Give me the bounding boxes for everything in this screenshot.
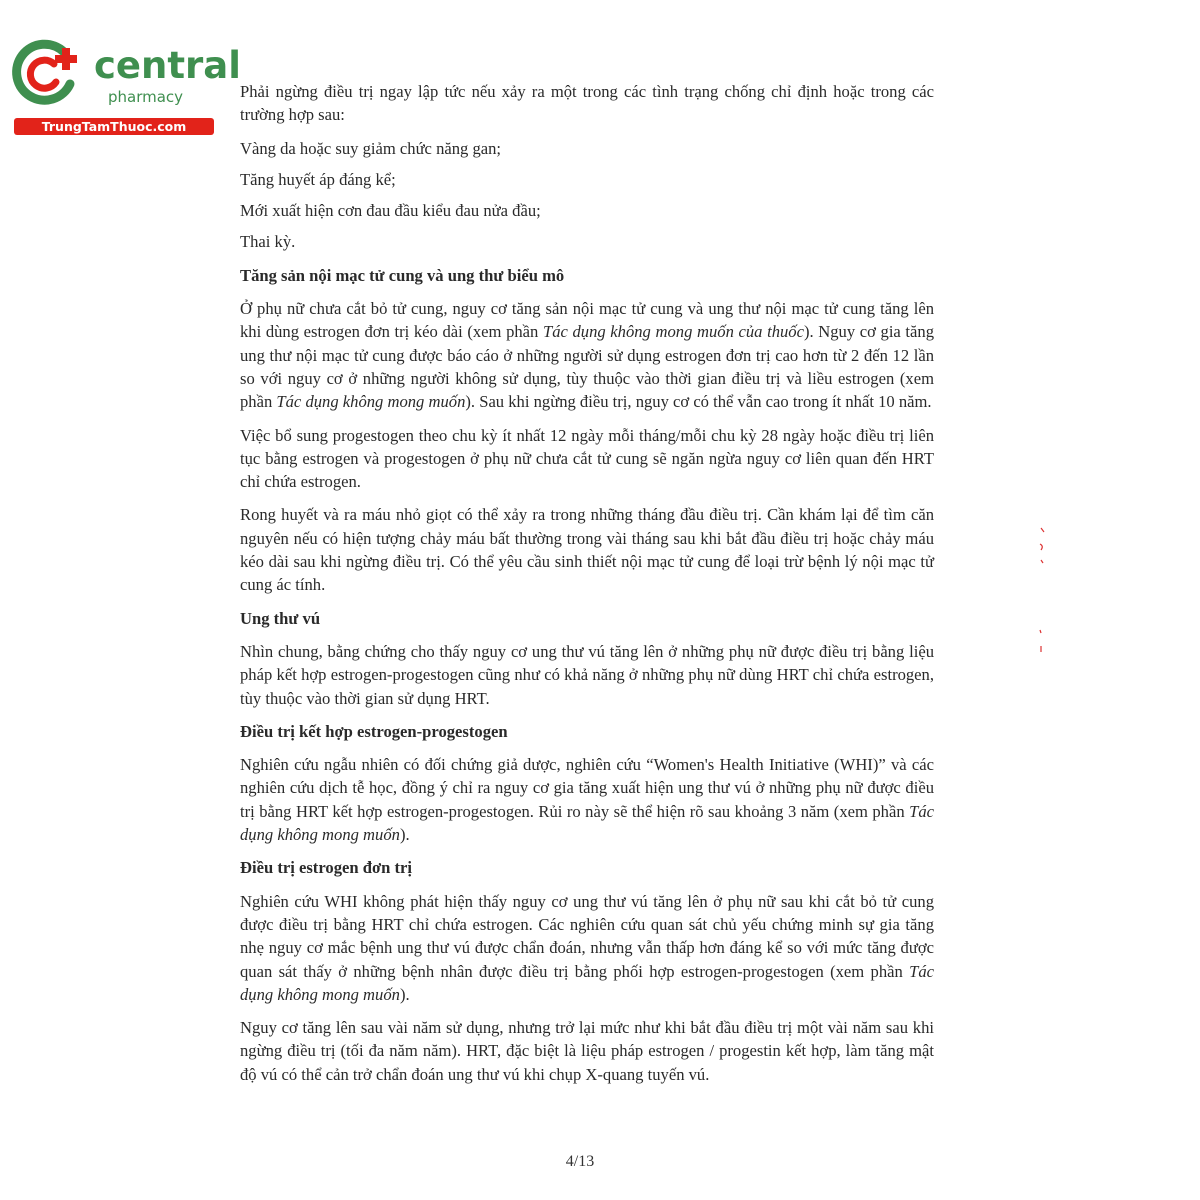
paragraph-combined-therapy: Nghiên cứu ngẫu nhiên có đối chứng giả dược, nghiên cứu “Women's Health Initiative (WHI)” và các nghiên cứu dịch tễ học, đồng ý chỉ ra nguy cơ gia tăng xuất hiện ung thư vú ở những phụ nữ được điều trị bằng HRT kết hợp estrogen-progestogen. Rủi ro này sẽ thể hiện rõ sau khoảng 3 năm (xem phần Tác dụng không mong muốn). <box>240 755 934 845</box>
list-item-pregnancy: Thai kỳ. <box>240 232 296 252</box>
paragraph-breast-overview: Nhìn chung, bằng chứng cho thấy nguy cơ ung thư vú tăng lên ở những phụ nữ được điều trị bằng liệu pháp kết hợp estrogen-progestogen cũng như có khả năng ở những phụ nữ dùng HRT chỉ chứa estrogen, tùy thuộc vào thời gian sử dụng HRT. <box>240 641 934 708</box>
paragraph-discontinue: Phải ngừng điều trị ngay lập tức nếu xảy ra một trong các tình trạng chống chỉ định hoặc trong các trường hợp sau: <box>240 82 934 125</box>
document-body <box>240 80 934 1096</box>
red-margin-marks <box>1035 520 1055 660</box>
heading-combined-therapy: Điều trị kết hợp estrogen-progestogen <box>240 721 508 741</box>
brand-logo[interactable] <box>10 38 241 138</box>
heading-breast-cancer: Ung thư vú <box>240 608 321 628</box>
heading-estrogen-only: Điều trị estrogen đơn trị <box>240 858 413 878</box>
brand-subtitle: pharmacy <box>108 88 184 106</box>
paragraph-progestogen: Việc bổ sung progestogen theo chu kỳ ít nhất 12 ngày mỗi tháng/mỗi chu kỳ 28 ngày hoặc điều trị liên tục bằng estrogen và progestogen ở phụ nữ chưa cắt tử cung sẽ ngăn ngừa nguy cơ liên quan đến HRT chỉ chứa estrogen. <box>240 425 934 492</box>
list-item-jaundice: Vàng da hoặc suy giảm chức năng gan; <box>240 138 502 158</box>
brand-name: central <box>94 44 241 87</box>
paragraph-estrogen-only: Nghiên cứu WHI không phát hiện thấy nguy cơ ung thư vú tăng lên ở phụ nữ sau khi cắt bỏ tử cung được điều trị bằng HRT chỉ chứa estrogen. Các nghiên cứu quan sát chủ yếu chứng minh sự gia tăng nhẹ nguy cơ mắc bệnh ung thư vú được chẩn đoán, nhưng vẫn thấp hơn đáng kể so với mức tăng được quan sát thấy ở những bệnh nhân được điều trị bằng phối hợp estrogen-progestogen (xem phần Tác dụng không mong muốn). <box>240 891 934 1004</box>
list-item-hypertension: Tăng huyết áp đáng kể; <box>240 169 396 189</box>
paragraph-endometrial-risk: Ở phụ nữ chưa cắt bỏ tử cung, nguy cơ tăng sản nội mạc tử cung và ung thư nội mạc tử cung tăng lên khi dùng estrogen đơn trị kéo dài (xem phần Tác dụng không mong muốn của thuốc). Nguy cơ gia tăng ung thư nội mạc tử cung được báo cáo ở những người sử dụng estrogen đơn trị cao hơn từ 2 đến 12 lần so với nguy cơ ở những người không sử dụng, tùy thuộc vào thời gian điều trị và liều estrogen (xem phần Tác dụng không mong muốn). Sau khi ngừng điều trị, nguy cơ có thể vẫn cao trong ít nhất 10 năm. <box>240 299 934 412</box>
brand-url[interactable]: TrungTamThuoc.com <box>14 118 214 135</box>
heading-endometrial: Tăng sản nội mạc tử cung và ung thư biểu mô <box>240 265 565 285</box>
list-item-migraine: Mới xuất hiện cơn đau đầu kiểu đau nửa đầu; <box>240 201 541 221</box>
paragraph-risk-duration: Nguy cơ tăng lên sau vài năm sử dụng, nhưng trở lại mức như khi bắt đầu điều trị một vài năm sau khi ngừng điều trị (tối đa năm năm). HRT, đặc biệt là liệu pháp estrogen / progestin kết hợp, làm tăng mật độ vú có thể cản trở chẩn đoán ung thư vú khi chụp X-quang tuyến vú. <box>240 1018 934 1084</box>
page-number: 4/13 <box>565 1153 595 1170</box>
paragraph-bleeding: Rong huyết và ra máu nhỏ giọt có thể xảy ra trong những tháng đầu điều trị. Cần khám lại để tìm căn nguyên nếu có hiện tượng chảy máu bất thường trong vài tháng sau khi bắt đầu điều trị hoặc chảy máu kéo dài sau khi ngừng điều trị. Có thể yêu cầu sinh thiết nội mạc tử cung để loại trừ bệnh lý nội mạc tử cung ác tính. <box>240 505 934 595</box>
pharmacy-cross-logo-icon <box>10 38 82 110</box>
